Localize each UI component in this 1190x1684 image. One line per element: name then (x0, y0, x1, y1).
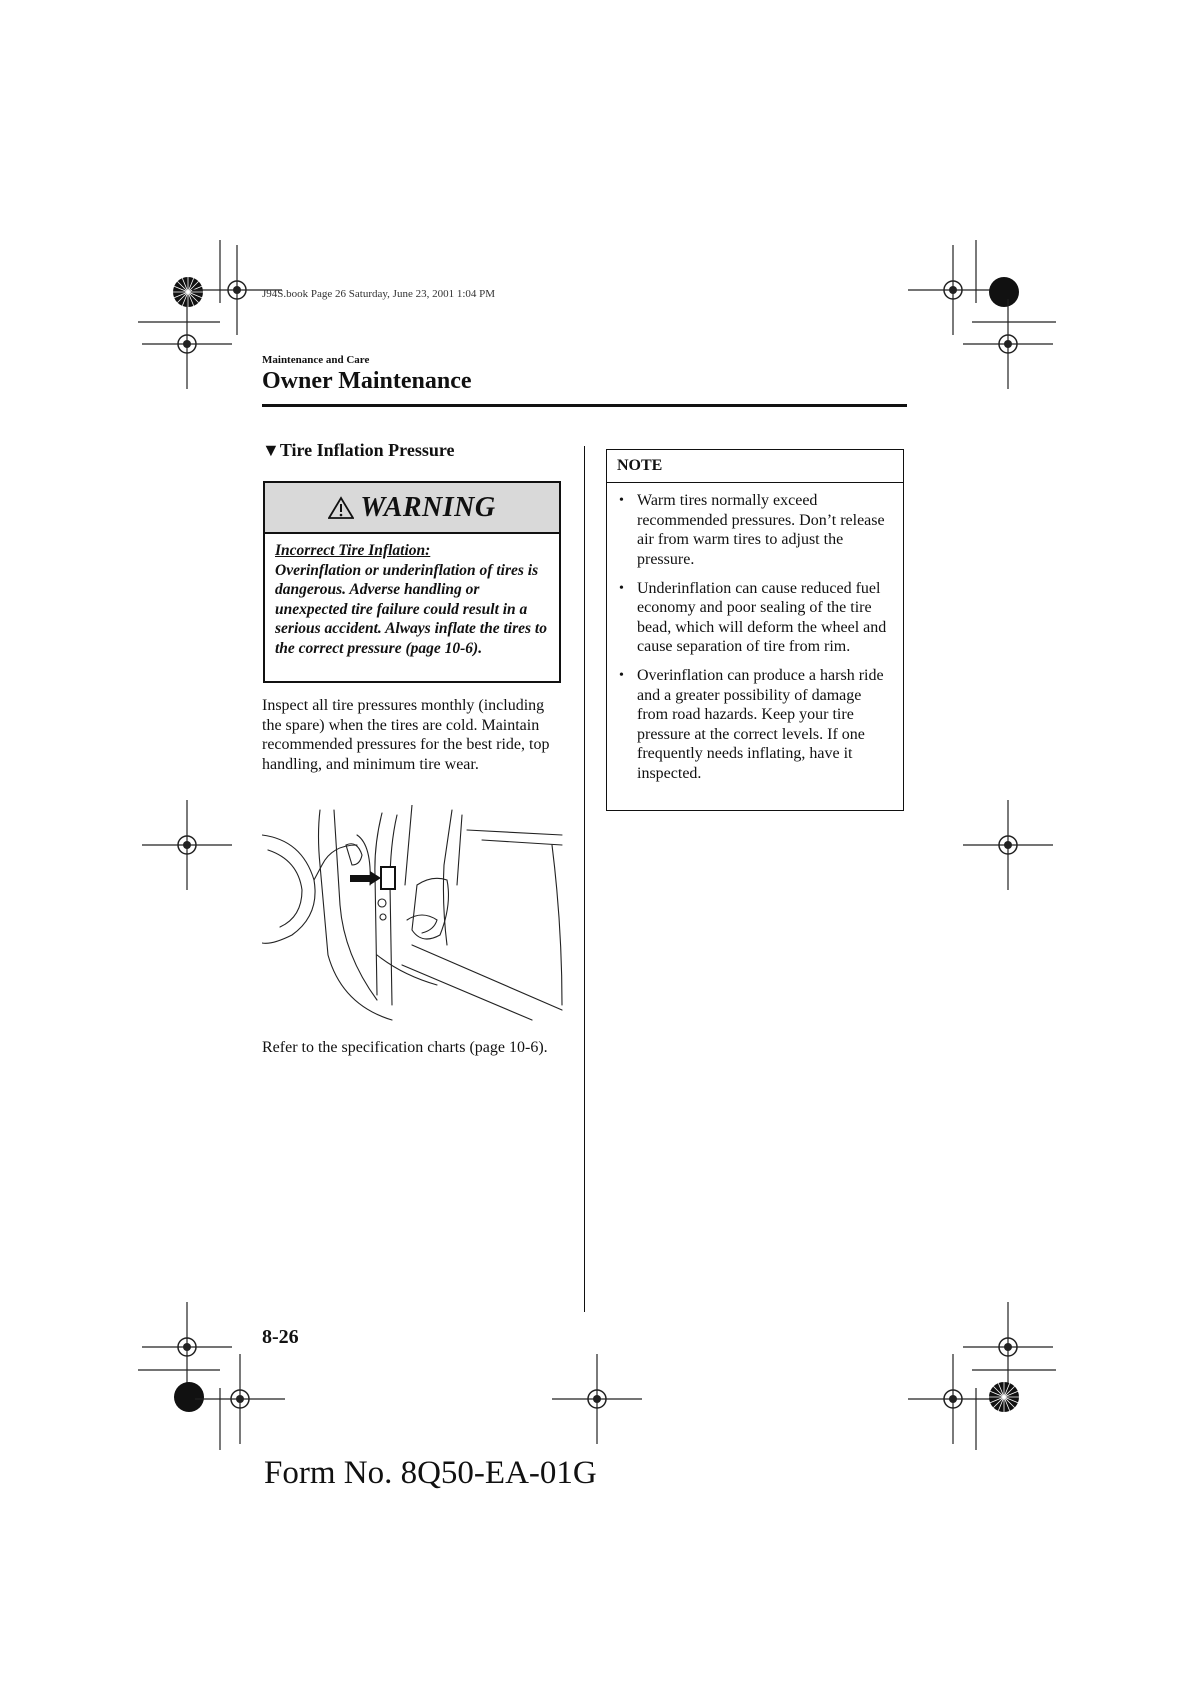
subsection-title: Tire Inflation Pressure (279, 440, 455, 460)
section-label: Maintenance and Care (262, 354, 370, 366)
list-item: • Underinflation can cause reduced fuel economy and poor sealing of the tire bead, which will deform the wheel and cause separation of tire from rim. (617, 579, 893, 657)
warning-body (265, 534, 559, 658)
column-divider (584, 446, 585, 1312)
note-box (606, 449, 904, 811)
warning-triangle-icon (328, 496, 354, 520)
subsection-heading (262, 440, 455, 461)
book-info: J94S.book Page 26 Saturday, June 23, 2001 1:04 PM (262, 288, 496, 300)
form-number: Form No. 8Q50-EA-01G (264, 1455, 597, 1491)
warning-title: WARNING (360, 491, 496, 523)
warning-box (263, 481, 561, 683)
page-number: 8-26 (262, 1326, 299, 1348)
note-label: NOTE (607, 450, 903, 483)
warning-heading: Incorrect Tire Inflation: (275, 542, 431, 559)
list-item: • Overinflation can produce a harsh ride and a greater possibility of damage from road hazards. Keep your tire pressure at the correct levels. If one frequently needs inflating, have it inspected. (617, 666, 893, 783)
note-list (607, 483, 903, 783)
triangle-down-icon: ▼ (262, 440, 280, 460)
list-item: • Warm tires normally exceed recommended pressures. Don’t release air from warm tires to adjust the pressure. (617, 491, 893, 569)
inspect-paragraph: Inspect all tire pressures monthly (including the spare) when the tires are cold. Maintain recommended pressures for the best ride, top handling, and minimum tire wear. (262, 697, 550, 773)
title-rule (262, 404, 907, 407)
page-title: Owner Maintenance (262, 368, 472, 394)
warning-text: Overinflation or underinflation of tires is dangerous. Adverse handling or unexpected tire failure could result in a serious accident. Always inflate the tires to the correct pressure (page 10-6). (275, 561, 547, 657)
warning-header (265, 483, 559, 534)
door-placard-illustration (262, 805, 572, 1030)
refer-paragraph: Refer to the specification charts (page 10-6). (262, 1039, 548, 1056)
